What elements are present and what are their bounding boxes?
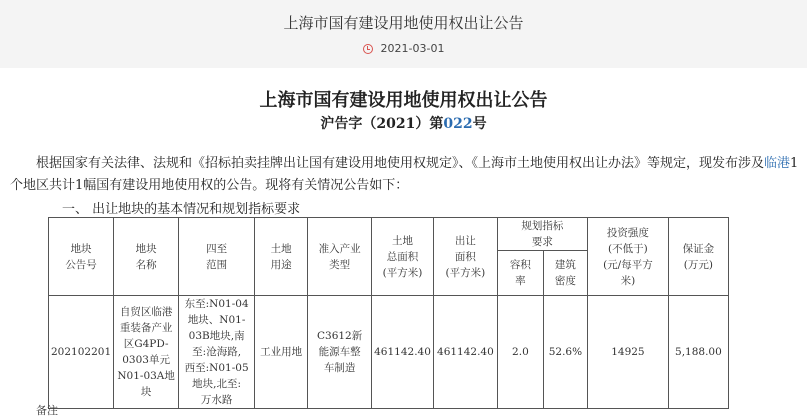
header-total-area: 土地 总面积 (平方米) [372,218,434,296]
footnote-fragment: 备注 [36,404,58,417]
header-density: 建筑 密度 [543,251,587,296]
intro-text-part1: 根据国家有关法律、法规和《招标拍卖挂牌出让国有建设用地使用权规定》、《上海市土地使用权出让办法》等规定，现发布涉及 [36,156,765,171]
cell-density: 52.6% [543,296,587,409]
header-transfer-area: 出让 面积 (平方米) [433,218,497,296]
publish-date-row [0,42,807,55]
header-land-use: 土地 用途 [255,218,308,296]
article-header [0,0,807,68]
cell-plot-no: 202102201 [49,296,114,409]
cell-plot-name: 自贸区临港 重装备产业 区G4PD- 0303单元 N01-03A地 块 [114,296,179,409]
cell-land-use: 工业用地 [255,296,308,409]
publish-date: 2021-03-01 [380,42,445,55]
section-heading: 一、 出让地块的基本情况和规划指标要求 [62,202,301,217]
header-title: 上海市国有建设用地使用权出让公告 [283,14,524,32]
intro-paragraph [10,153,800,197]
plot-info-table [48,217,729,409]
document-title: 上海市国有建设用地使用权出让公告 [259,90,548,111]
cell-boundary: 东至:N01-04 地块、N01- 03B地块,南 至:沧海路, 西至:N01-05 地块,北至: 万水路 [179,296,255,409]
document-number-prefix: 沪告字（2021）第 [320,116,444,132]
document-number-value: 022 [443,116,473,132]
header-boundary: 四至 范围 [179,218,255,296]
document-number [0,113,807,133]
cell-deposit: 5,188.00 [668,296,728,409]
header-plot-name: 地块 名称 [114,218,179,296]
header-industry: 准入产业 类型 [308,218,372,296]
header-plot-no: 地块 公告号 [49,218,114,296]
cell-total-area: 461142.40 [372,296,434,409]
table-row [49,296,729,409]
cell-far: 2.0 [497,296,543,409]
cell-transfer-area: 461142.40 [433,296,497,409]
header-planning: 规划指标 要求 [497,218,587,251]
cell-industry: C3612新 能源车整 车制造 [308,296,372,409]
header-deposit: 保证金 (万元) [668,218,728,296]
header-investment: 投资强度 (不低于) (元/每平方 米) [587,218,668,296]
region-link[interactable]: 临港 [764,156,791,171]
intro-text-part2: 1个地区共计1幅国有建设用地使用权的公告。现将有关情况公告如下： [10,156,799,193]
document-number-suffix: 号 [472,116,487,132]
clock-icon [363,44,373,54]
cell-investment: 14925 [587,296,668,409]
table-header-row [49,218,729,251]
header-far: 容积 率 [497,251,543,296]
